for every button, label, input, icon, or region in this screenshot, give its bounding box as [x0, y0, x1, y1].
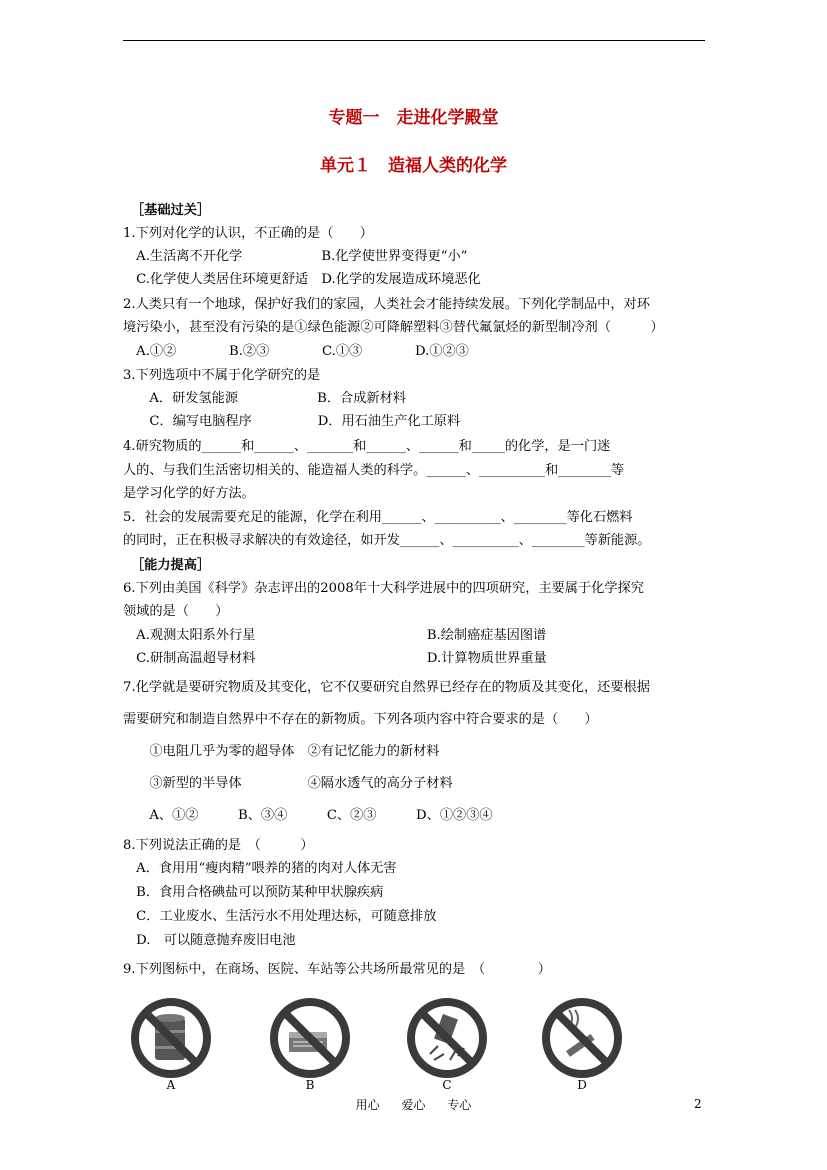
- sign-letter: B: [305, 1078, 315, 1092]
- question-line: D. 可以随意抛弃废旧电池: [123, 933, 296, 948]
- question-line: 9.下列图标中，在商场、医院、车站等公共场所最常见的是 （ ）: [123, 962, 551, 977]
- question-line: ①电阻几乎为零的超导体 ②有记忆能力的新材料: [123, 744, 440, 759]
- no-fireworks-icon: [404, 998, 490, 1078]
- question-line: 是学习化学的好方法。: [123, 486, 255, 501]
- sign-b: [267, 998, 353, 1093]
- question-line: 7.化学就是要研究物质及其变化，它不仅要研究自然界已经存在的物质及其变化，还要根据: [123, 680, 650, 695]
- question-line: A.生活离不开化学 B.化学使世界变得更“小”: [123, 249, 468, 264]
- question-line: 人的、与我们生活密切相关的、能造福人类的科学。______、__________和________等: [123, 463, 625, 478]
- question-line: 3.下列选项中不属于化学研究的是: [123, 368, 321, 383]
- question-line: 的同时，正在积极寻求解决的有效途径，如开发______、__________、________等新能源。: [123, 533, 651, 548]
- question-line: B．食用合格碘盐可以预防某种甲状腺疾病: [123, 885, 384, 900]
- question-line: C.研制高温超导材料 D.计算物质世界重量: [123, 651, 547, 666]
- question-line: 需要研究和制造自然界中不存在的新物质。下列各项内容中符合要求的是（ ）: [123, 712, 598, 727]
- question-line: 境污染小，甚至没有污染的是①绿色能源②可降解塑料③替代氟氯烃的新型制冷剂（ ）: [123, 320, 664, 335]
- page-title: 专题一 走进化学殿堂: [328, 108, 499, 128]
- section-heading: ［基础过关］: [131, 203, 211, 218]
- question-line: A、①② B、③④ C、②③ D、①②③④: [123, 808, 493, 823]
- page-number: 2: [694, 1097, 702, 1111]
- sign-options: [128, 998, 628, 1093]
- header-rule: [123, 40, 705, 41]
- question-line: 4.研究物质的______和______、_______和______、______和_____的化学，是一门迷: [123, 439, 611, 454]
- no-smoking-icon: [539, 998, 625, 1078]
- question-line: 1.下列对化学的认识，不正确的是（ ）: [123, 226, 373, 241]
- footer-text: 用心 爱心 专心: [355, 1098, 472, 1112]
- sign-d: [539, 998, 625, 1093]
- question-line: 8.下列说法正确的是 （ ）: [123, 838, 314, 853]
- sign-letter: A: [166, 1078, 176, 1092]
- sign-c: [404, 998, 490, 1093]
- question-line: A．食用用“瘦肉精”喂养的猪的肉对人体无害: [123, 861, 397, 876]
- no-barrel-icon: [128, 998, 214, 1078]
- question-line: 6.下列由美国《科学》杂志评出的2008年十大科学进展中的四项研究，主要属于化学探究: [123, 581, 644, 596]
- no-matches-icon: [267, 998, 353, 1078]
- question-line: C．工业废水、生活污水不用处理达标，可随意排放: [123, 909, 437, 924]
- question-line: 2.人类只有一个地球，保护好我们的家园，人类社会才能持续发展。下列化学制品中，对环: [123, 297, 650, 312]
- sign-letter: D: [577, 1078, 587, 1092]
- question-line: ③新型的半导体 ④隔水透气的高分子材料: [123, 776, 453, 791]
- question-line: 5．社会的发展需要充足的能源，化学在利用______、__________、________等化石燃料: [123, 510, 633, 525]
- question-line: 领域的是（ ）: [123, 604, 229, 619]
- sign-letter: C: [442, 1078, 452, 1092]
- question-line: A．研发氢能源 B．合成新材料: [123, 391, 406, 406]
- section-heading: ［能力提高］: [131, 558, 211, 573]
- question-line: C.化学使人类居住环境更舒适 D.化学的发展造成环境恶化: [123, 272, 481, 287]
- sign-a: [128, 998, 214, 1093]
- unit-title: 单元１ 造福人类的化学: [320, 156, 507, 176]
- question-line: A.①② B.②③ C.①③ D.①②③: [123, 344, 469, 359]
- question-line: C．编写电脑程序 D．用石油生产化工原料: [123, 414, 461, 429]
- question-line: A.观测太阳系外行星 B.绘制癌症基因图谱: [123, 628, 547, 643]
